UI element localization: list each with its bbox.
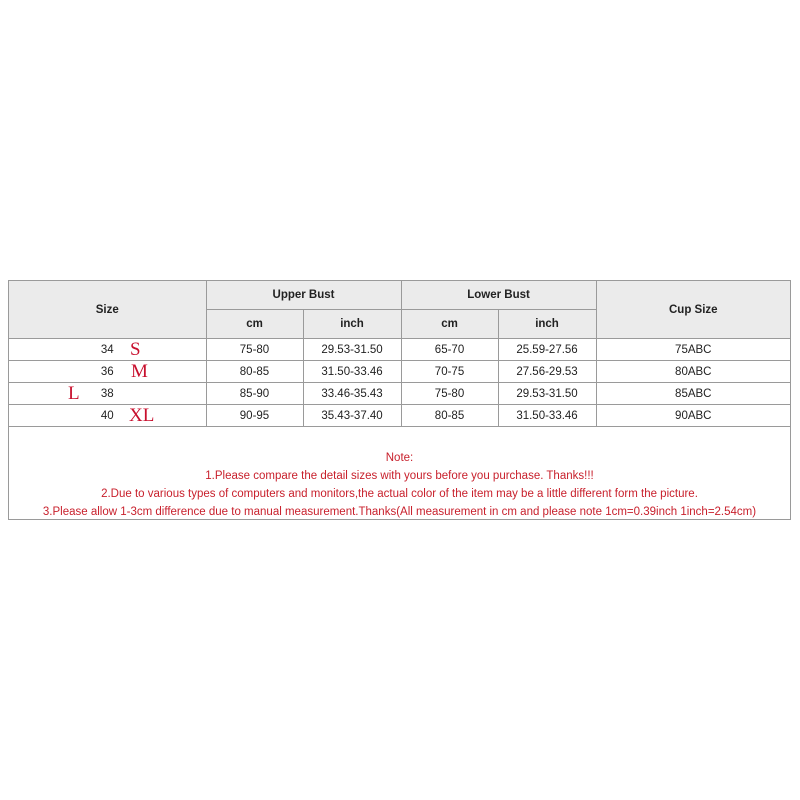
size-number: 40 [100,409,114,422]
note-line-3: 3.Please allow 1-3cm difference due to manual measurement.Thanks(All measurement in cm and please note 1cm=0.39inch 1inch=2.54cm) [42,506,757,518]
header-row-top [9,281,790,310]
header-size: Size [9,281,206,339]
header-cup-size: Cup Size [596,281,790,339]
lower-inch-cell: 29.53-31.50 [498,383,596,405]
table-row [9,383,790,405]
size-letter: S [130,339,141,360]
header-upper-inch: inch [303,310,401,339]
size-cell [9,339,206,361]
size-chart [8,280,791,520]
size-number: 38 [100,387,114,400]
lower-cm-cell: 80-85 [401,405,498,427]
header-upper-cm: cm [206,310,303,339]
cup-cell: 75ABC [596,339,790,361]
upper-inch-cell: 29.53-31.50 [303,339,401,361]
lower-inch-cell: 31.50-33.46 [498,405,596,427]
upper-cm-cell: 90-95 [206,405,303,427]
size-letter: XL [129,405,155,426]
size-cell [9,383,206,405]
lower-inch-cell: 27.56-29.53 [498,361,596,383]
size-cell [9,405,206,427]
table-row [9,361,790,383]
header-lower-cm: cm [401,310,498,339]
size-table [9,281,790,427]
upper-cm-cell: 85-90 [206,383,303,405]
header-lower-bust: Lower Bust [401,281,596,310]
lower-cm-cell: 65-70 [401,339,498,361]
note-title: Note: [385,452,414,464]
size-cell [9,361,206,383]
upper-inch-cell: 31.50-33.46 [303,361,401,383]
upper-inch-cell: 33.46-35.43 [303,383,401,405]
size-number: 34 [100,343,114,356]
upper-inch-cell: 35.43-37.40 [303,405,401,427]
table-row [9,405,790,427]
notes-section [9,449,790,521]
upper-cm-cell: 75-80 [206,339,303,361]
table-row [9,339,790,361]
size-letter: L [68,383,80,404]
size-letter: M [131,361,148,382]
lower-cm-cell: 75-80 [401,383,498,405]
cup-cell: 90ABC [596,405,790,427]
lower-cm-cell: 70-75 [401,361,498,383]
header-lower-inch: inch [498,310,596,339]
note-line-1: 1.Please compare the detail sizes with yours before you purchase. Thanks!!! [205,470,594,482]
header-upper-bust: Upper Bust [206,281,401,310]
size-number: 36 [100,365,114,378]
cup-cell: 85ABC [596,383,790,405]
cup-cell: 80ABC [596,361,790,383]
note-line-2: 2.Due to various types of computers and monitors,the actual color of the item may be a little different form the picture. [101,488,698,500]
lower-inch-cell: 25.59-27.56 [498,339,596,361]
upper-cm-cell: 80-85 [206,361,303,383]
